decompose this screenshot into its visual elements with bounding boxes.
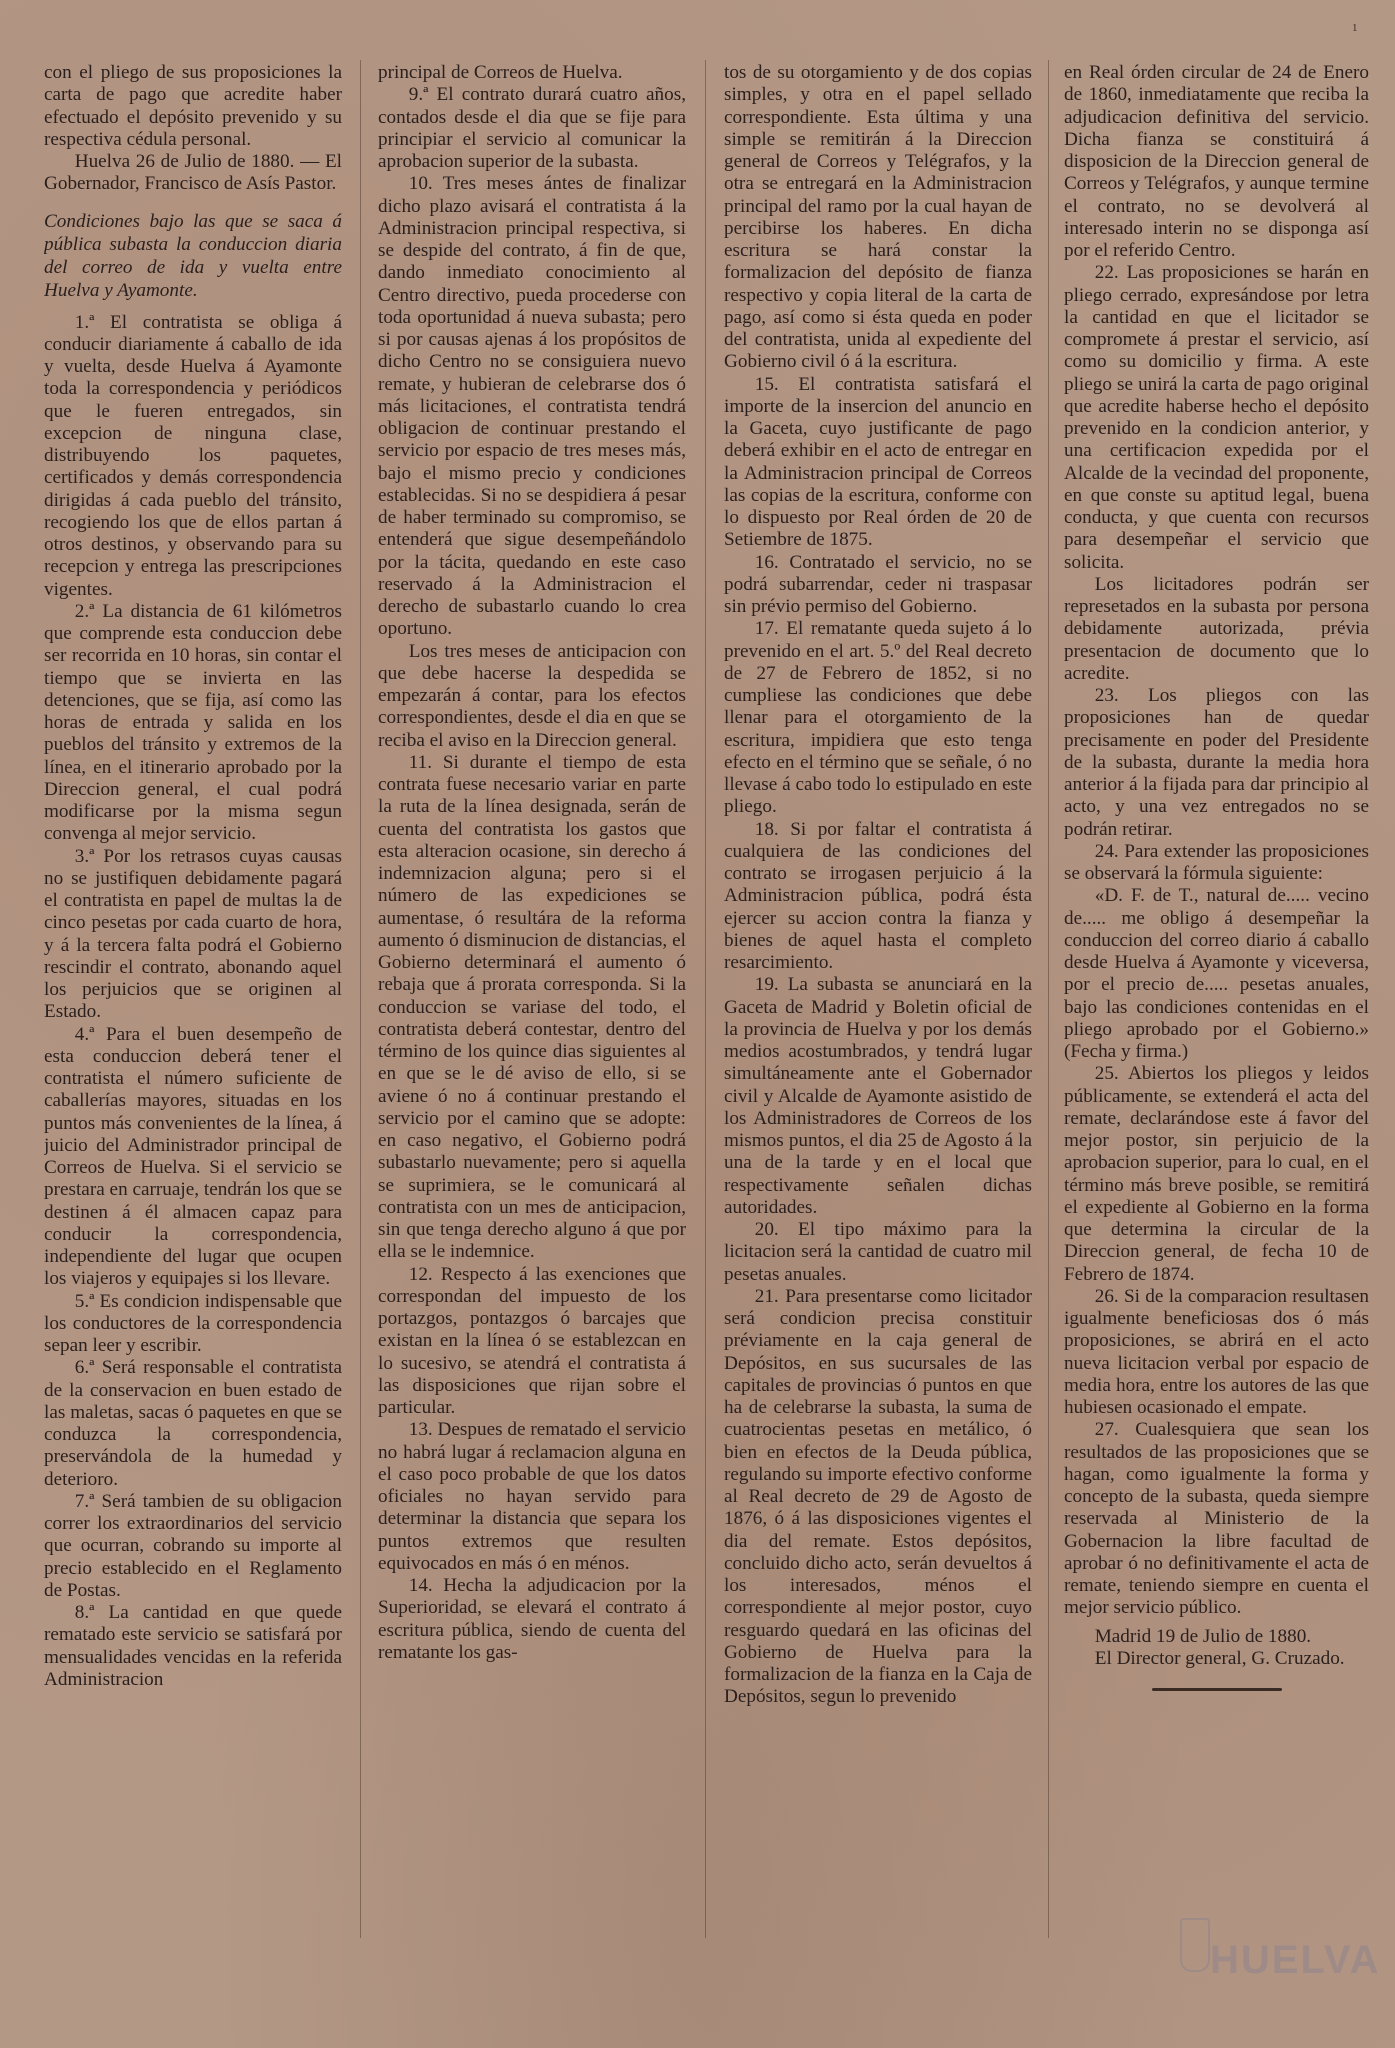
paragraph: con el pliego de sus proposiciones la carta de pago que acredite haber efectuado el depósito prevenido y su respectiva cédula personal. [44,62,342,150]
condition-21: 21. Para presentarse como licitador será condicion precisa constituir préviamente en la caja general de Depósitos, en sus sucursales de las capitales de provincias ó puntos en que ha de celebrarse la subasta, la suma de cuatrocientas pesetas en metálico, ó bien en efectos de la Deuda pública, regulando su importe efectivo conforme al Real decreto de 29 de Agosto de 1876, ó á las disposiciones vigentes el dia del remate. Estos depósitos, concluido dicho acto, serán devueltos á los interesados, ménos el correspondiente al mejor postor, cuyo resguardo quedará en las oficinas del Gobierno de Huelva para la formalizacion de la fianza en la Caja de Depósitos, segun lo prevenido [724,1285,1032,1708]
condition-26: 26. Si de la comparacion resultasen igualmente beneficiosas dos ó más proposiciones, se abrirá en el acto nueva licitacion verbal por espacio de media hora, entre los autores de las que hubiesen ocasionado el empate. [1064,1285,1369,1418]
condition-8-continued: principal de Correos de Huelva. [378,62,623,83]
condition-21-continued: en Real órden circular de 24 de Enero de 1860, inmediatamente que reciba la adjudicacion definitiva del servicio. Dicha fianza se constituirá á disposicion de la Direccion general de Correos y Telégrafos, y aunque termine el contrato, no se devolverá al interesado interin no se disponga así por el referido Centro. [1064,62,1369,261]
column-4 [1064,62,1369,1942]
stamp-text: HUELVA [1210,1938,1381,1982]
condition-14: 14. Hecha la adjudicacion por la Superioridad, se elevará el contrato á escritura pública, siendo de cuenta del rematante los gas- [378,1575,686,1663]
closing-signature: El Director general, G. Cruzado. [1094,1647,1345,1669]
condition-22: 22. Las proposiciones se harán en pliego cerrado, expresándose por letra la cantidad en que el licitador se compromete á prestar el servicio, así como su domicilio y firma. A este pliego se unirá la carta de pago original que acredite haberse hecho el depósito prevenido en la condicion anterior, y una certificacion expedida por el Alcalde de la vecindad del proponente, en que conste su aptitud legal, buena conducta, y que cuenta con recursos para desempeñar el servicio que solicita. [1064,262,1369,573]
condition-13: 13. Despues de rematado el servicio no habrá lugar á reclamacion alguna en el caso poco probable de que los datos oficiales no hayan servido para determinar la distancia que separa los puntos extremos que resulten equivocados en más ó en ménos. [378,1419,686,1574]
archive-watermark-stamp [1180,1910,1381,1982]
page-corner-mark: 1 [1352,22,1358,34]
condition-19: 19. La subasta se anunciará en la Gaceta de Madrid y Boletin oficial de la provincia de Huelva y por los demás medios acostumbrados, y tendrá lugar simultáneamente ante el Gobernador civil y Alcalde de Ayamonte asistido de los Administradores de Correos de los mismos puntos, el dia 25 de Agosto á la una de la tarde y en el local que respectivamente señalen dichas autoridades. [724,974,1032,1218]
condition-8: 8.ª La cantidad en que quede rematado este servicio se satisfará por mensualidades vencidas en la referida Administracion [44,1602,342,1690]
condition-24: 24. Para extender las proposiciones se observará la fórmula siguiente: [1064,840,1369,884]
condition-27: 27. Cualesquiera que sean los resultados de las proposiciones que se hagan, como igualmente la forma y concepto de la subasta, queda siempre reservada al Ministerio de la Gobernacion la libre facultad de aprobar ó no definitivamente el acta de remate, teniendo siempre en cuenta el mejor servicio público. [1064,1419,1369,1619]
condition-22-note: Los licitadores podrán ser represetados en la subasta por persona debidamente autorizada, prévia presentacion de documento que lo acredite. [1064,573,1369,684]
condition-9: 9.ª El contrato durará cuatro años, contados desde el dia que se fije para principiar el servicio al comunicar la aprobacion superior de la subasta. [378,84,686,172]
column-1 [44,62,342,1942]
condition-10-note: Los tres meses de anticipacion con que debe hacerse la despedida se empezarán á contar, para los efectos correspondientes, desde el dia en que se reciba el aviso en la Direccion general. [378,640,686,751]
condition-2: 2.ª La distancia de 61 kilómetros que comprende esta conduccion debe ser recorrida en 10 horas, sin contar el tiempo que se invierta en las detenciones, que se fija, así como las horas de entrada y salida en los pueblos del tránsito y extremos de la línea, en el itinerario aprobado por la Direccion general, el cual podrá modificarse por la misma segun convenga al mejor servicio. [44,600,342,845]
paragraph-place-signature: Huelva 26 de Julio de 1880. — El Gobernador, Francisco de Asís Pastor. [44,151,342,195]
condition-24-formula: «D. F. de T., natural de..... vecino de..... me obligo á desempeñar la conduccion del correo diario á caballo desde Huelva á Ayamonte y viceversa, por el precio de..... pesetas anuales, bajo las condiciones contenidas en el pliego aprobado por el Gobierno.» (Fecha y firma.) [1064,885,1369,1062]
condition-3: 3.ª Por los retrasos cuyas causas no se justifiquen debidamente pagará el contratista en papel de multas la de cinco pesetas por cada cuarto de hora, y á la tercera falta podrá el Gobierno rescindir el contrato, abonando aquel los perjuicios que se originen al Estado. [44,845,342,1023]
condition-7: 7.ª Será tambien de su obligacion correr los extraordinarios del servicio que ocurran, cobrando su importe al precio establecido en el Reglamento de Postas. [44,1490,342,1601]
column-2 [378,62,686,1942]
column-3 [724,62,1032,1942]
condition-12: 12. Respecto á las exenciones que correspondan del impuesto de los portazgos, pontazgos ó barcajes que existan en la línea ó se establezcan en lo sucesivo, se atendrá el contratista á las disposiciones que rijan sobre el particular. [378,1263,686,1418]
condition-4: 4.ª Para el buen desempeño de esta conduccion deberá tener el contratista el número suficiente de caballerías mayores, situadas en los puntos más convenientes de la línea, á juicio del Administrador principal de Correos de Huelva. Si el servicio se prestara en carruaje, tendrán los que se destinen á él almacen capaz para conducir la correspondencia, independiente del lugar que ocupen los viajeros y equipajes si los llevare. [44,1023,342,1290]
column-rule [705,60,706,1938]
condition-17: 17. El rematante queda sujeto á lo prevenido en el art. 5.º del Real decreto de 27 de Febrero de 1852, si no cumpliese las condiciones que debe llenar para el otorgamiento de la escritura, impidiera que esto tenga efecto en el término que se señale, ó no llevase á cabo todo lo estipulado en este pliego. [724,618,1032,818]
condition-23: 23. Los pliegos con las proposiciones han de quedar precisamente en poder del Presidente de la subasta, durante la media hora anterior á la fijada para dar principio al acto, y una vez entregados no se podrán retirar. [1064,685,1369,840]
closing-date: Madrid 19 de Julio de 1880. [1094,1625,1312,1647]
column-rule [360,60,361,1938]
condition-15: 15. El contratista satisfará el importe de la insercion del anuncio en la Gaceta, cuyo justificante de pago deberá exhibir en el acto de entregar en la Administracion principal de Correos las copias de la escritura, conforme con lo dispuesto por Real órden de 20 de Setiembre de 1875. [724,373,1032,551]
condition-14-continued: tos de su otorgamiento y de dos copias simples, y otra en el papel sellado correspondiente. Esta última y una simple se remitirán á la Direccion general de Correos y Telégrafos, y la otra se entregará en la Administracion principal del ramo por la cual hayan de percibirse los haberes. En dicha escritura se hará constar la formalizacion del depósito de fianza respectivo y copia literal de la carta de pago, así como si ésta queda en poder del contratista, unida al expediente del Gobierno civil ó á la escritura. [724,62,1032,373]
condition-5: 5.ª Es condicion indispensable que los conductores de la correspondencia sepan leer y escribir. [44,1290,342,1356]
condition-25: 25. Abiertos los pliegos y leidos públicamente, se extenderá el acta del remate, declarándose este á favor del mejor postor, sin perjuicio de la aprobacion superior, para lo cual, en el término más breve posible, se remitirá el expediente al Gobierno en la forma que determina la circular de la Direccion general, de fecha 10 de Febrero de 1874. [1064,1063,1369,1285]
condition-11: 11. Si durante el tiempo de esta contrata fuese necesario variar en parte la ruta de la línea designada, serán de cuenta del contratista los gastos que esta alteracion ocasione, sin derecho á indemnizacion alguna; pero si el número de las expediciones se aumentase, ó resultára de la reforma aumento ó disminucion de distancias, el Gobierno determinará el aumento ó rebaja que á prorata corresponda. Si la conduccion se variase del todo, el contratista deberá contestar, dentro del término de los quince dias siguientes al en que se le dé aviso de ello, si se aviene ó no á continuar prestando el servicio por el camino que se adopte: en caso negativo, el Gobierno podrá subastarlo nuevamente; pero si aquella se suprimiera, se le comunicará al contratista con un mes de anticipacion, sin que tenga derecho alguno á que por ella se le indemnice. [378,751,686,1263]
condition-1: 1.ª El contratista se obliga á conducir diariamente á caballo de ida y vuelta, desde Huelva á Ayamonte toda la correspondencia y periódicos que le fueren entregados, sin excepcion de ninguna clase, distribuyendo los paquetes, certificados y demás correspondencia dirigidas á cada pueblo del tránsito, recogiendo los que de ellos partan á otros destinos, y observando para su recepcion y entrega las prescripciones vigentes. [44,311,342,600]
condition-16: 16. Contratado el servicio, no se podrá subarrendar, ceder ni traspasar sin prévio permiso del Gobierno. [724,551,1032,617]
section-heading: Condiciones bajo las que se saca á pública subasta la conduccion diaria del correo de ida y vuelta entre Huelva y Ayamonte. [44,210,342,301]
end-divider [1152,1688,1282,1691]
condition-20: 20. El tipo máximo para la licitacion será la cantidad de cuatro mil pesetas anuales. [724,1219,1032,1285]
condition-18: 18. Si por faltar el contratista á cualquiera de las condiciones del contrato se irrogasen perjuicio á la Administracion pública, podrá ésta ejercer su accion contra la fianza y bienes de aquel hasta el completo resarcimiento. [724,818,1032,973]
shield-icon [1180,1918,1210,1972]
condition-6: 6.ª Será responsable el contratista de la conservacion en buen estado de las maletas, sacas ó paquetes en que se conduzca la correspondencia, preservándola de la humedad y deterioro. [44,1357,342,1490]
column-rule [1048,60,1049,1938]
condition-10: 10. Tres meses ántes de finalizar dicho plazo avisará el contratista á la Administracion principal respectiva, si se despide del contrato, á fin de que, dando inmediato conocimiento al Centro directivo, pueda procederse con toda oportunidad á nueva subasta; pero si por causas ajenas á los propósitos de dicho Centro no se consiguiera nuevo remate, y hubieran de celebrarse dos ó más licitaciones, el contratista tendrá obligacion de continuar prestando el servicio por espacio de tres meses más, bajo el mismo precio y condiciones establecidas. Si no se despidiera á pesar de haber terminado su compromiso, se entenderá que sigue desempeñándolo por la tácita, quedando en este caso reservado á la Administracion el derecho de subastarlo cuando lo crea oportuno. [378,173,686,640]
